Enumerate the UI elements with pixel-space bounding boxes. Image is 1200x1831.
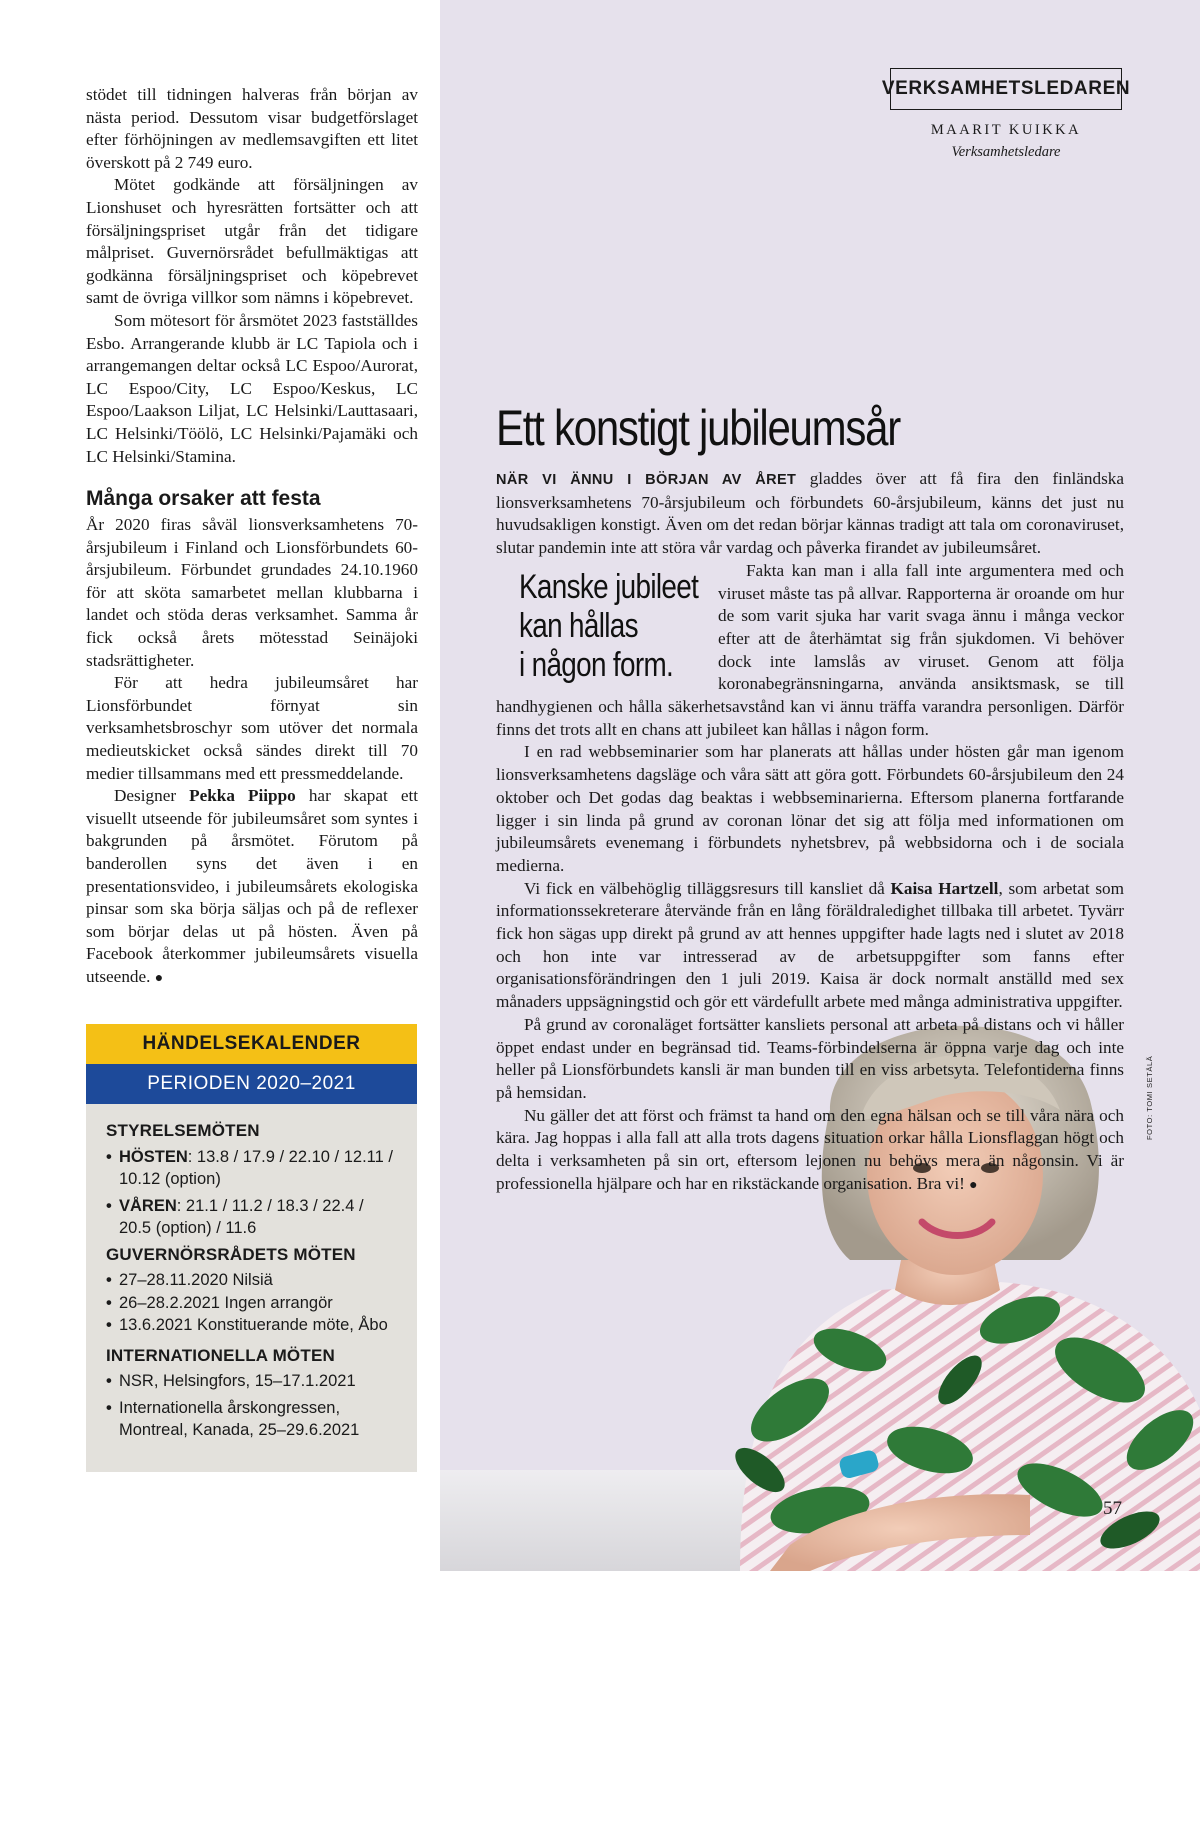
left-paragraph-6	[86, 785, 418, 990]
bullet: •	[106, 1398, 112, 1417]
event-calendar-box	[86, 1024, 417, 1472]
designer-name: Pekka Piippo	[189, 786, 296, 806]
designer-text: har skapat ett visuellt utseende för jubileumsåret som syntes i bakgrunden på årsmötet. Förutom på banderollen syns det även i en presentationsvideo, i jubileumsårets ekologiska pinsar som ska börja säljas och på de reflexer som börjar delas ut på hösten. Även på Facebook återkommer jubileumsårets visuella utseende.	[86, 786, 418, 986]
bullet: •	[106, 1293, 112, 1312]
calendar-title: HÄNDELSEKALENDER	[86, 1024, 417, 1064]
author-role: Verksamhetsledare	[951, 144, 1061, 160]
council-item: • 26–28.2.2021 Ingen arrangör	[106, 1292, 399, 1315]
article-paragraph-4: Vi fick en välbehöglig tilläggsresurs till kansliet då Kaisa Hartzell, som arbetat som informationssekreterare återvände från en lång föräldraledighet tillbaka till arbetet. Tyvärr fick hon sägas upp direkt på grund av att hennes uppgifter hade lagts ned i slutet av 2018 och hon inte var intresserad av de arbetsuppgifter som fanns efter organisationsförändringen den 1 juli 2019. Kaisa är dock normalt anställd med sex månaders uppsägningstid och gör ett värdefullt arbete med många administrativa uppgifter.	[496, 878, 1124, 1012]
left-paragraph-4: År 2020 firas såväl lionsverksamhetens 70-årsjubileum i Finland och Lionsförbundets 60-årsjubileum. Förbundet grundades 24.10.1960 för att sköta samarbetet mellan klubbarna i landet och stöda deras verksamhet. Samma år fick också årets mötesstad Seinäjoki stadsrättigheter.	[86, 515, 418, 670]
board-spring-item	[106, 1195, 399, 1240]
article-paragraph-6: Nu gäller det att först och främst ta hand om den egna hälsan och se till våra nära och kära. Jag hoppas i alla fall att alla trots dagens situation orkar hålla Lionsflaggan högt och delta i verksamheten på sin ort, eftersom lejonen nu behövs mera än någonsin. Vi är professionella hjälpare och har en rikstäckande organisation. Bra vi! ●	[496, 1105, 1124, 1193]
left-paragraph-2: Mötet godkände att försäljningen av Lionshuset och hyresrätten fortsätter och att försäljningspriset utgår från det tidigare målpriset. Guvernörsrådet befullmäktigas att godkänna försäljningspriset och köpebrevet samt de övriga villkor som nämns i köpebrevet.	[86, 175, 418, 308]
paragraph-1-text: gladdes över att få fira den finländska lionsverksamhetens 70-årsjubileum och förbundets 60-årsjubileum, känns det just nu huvudsakligen konstigt. Även om det redan börjar kännas tradigt att tala om coronaviruset, slutar pandemin inte att störa vår vardag och påverka firandet av jubileumsåret.	[496, 469, 1124, 558]
end-mark-left: ●	[154, 970, 164, 986]
article-headline: Ett konstigt jubileumsår	[496, 400, 900, 456]
council-item: • 13.6.2021 Konstituerande möte, Åbo	[106, 1314, 399, 1337]
left-paragraph-3: Som mötesort för årsmötet 2023 fastställdes Esbo. Arrangerande klubb är LC Tapiola och i arrangemangen deltar också LC Espoo/Aurorat, LC Espoo/City, LC Espoo/Keskus, LC Espoo/Laakson Liljat, LC Helsinki/Lauttasaari, LC Helsinki/Töölö, LC Helsinki/Pajamäki och LC Helsinki/Stamina.	[86, 310, 418, 466]
pull-quote-line: kan hållas	[518, 606, 638, 645]
left-paragraph-1: stödet till tidningen halveras från början av nästa period. Dessutom visar budgetförslaget efter förhöjningen av medlemsavgiften ett litet överskott på 2 749 euro.	[86, 85, 418, 172]
spring-dates: : 21.1 / 11.2 / 18.3 / 22.4 / 20.5 (option) / 11.6	[119, 1196, 364, 1237]
board-meetings-title: STYRELSEMÖTEN	[106, 1121, 260, 1140]
spring-label: VÅREN	[119, 1196, 177, 1215]
bullet: •	[106, 1271, 112, 1289]
calendar-body	[86, 1104, 417, 1442]
international-meetings-title: INTERNATIONELLA MÖTEN	[106, 1345, 335, 1365]
council-meetings-title: GUVERNÖRSRÅDETS MÖTEN	[106, 1244, 356, 1264]
autumn-dates: : 13.8 / 17.9 / 22.10 / 12.11 / 10.12 (option)	[119, 1147, 393, 1188]
autumn-label: HÖSTEN	[119, 1147, 188, 1166]
article-paragraph-3: I en rad webbseminarier som har planerats att hållas under hösten går man igenom lionsverksamhetens dagsläge och våra sätt att göra gott. Förbundets 60-årsjubileum den 24 oktober och Det godas dag beaktas i webbseminarierna. Eftersom planerna fortfarande ligger i sin linda på grund av coronan lönar det sig att följa med informationen om jubileumsårets evenemang i förbundets nyhetsbrev, på webbsidorna och i de sociala medierna.	[496, 742, 1124, 875]
bullet: •	[106, 1372, 112, 1390]
pull-quote-line: Kanske jubileet	[518, 567, 699, 606]
section-tag: VERKSAMHETSLEDAREN	[890, 68, 1122, 110]
international-item: • NSR, Helsingfors, 15–17.1.2021	[106, 1370, 399, 1393]
left-column	[86, 84, 418, 991]
board-autumn-item	[106, 1146, 399, 1191]
international-item: • Internationella årskongressen, Montreal, Kanada, 25–29.6.2021	[106, 1397, 399, 1442]
calendar-period: PERIODEN 2020–2021	[86, 1064, 417, 1104]
designer-intro: Designer	[114, 786, 190, 806]
lead-in: NÄR VI ÄNNU I BÖRJAN AV ÅRET	[496, 472, 797, 488]
bullet: •	[106, 1316, 112, 1334]
left-subheading: Många orsaker att festa	[86, 487, 321, 511]
end-mark-right: ●	[969, 1177, 978, 1193]
kaisa-name: Kaisa Hartzell	[890, 878, 999, 898]
left-paragraph-5: För att hedra jubileumsåret har Lionsförbundet förnyat sin verksamhetsbroschyr som utöver det normala medieutskicket också sändes direkt till 70 medier tillsammans med ett pressmeddelande.	[86, 673, 418, 783]
photo-credit: FOTO: TOMI SETÄLÄ	[1145, 1055, 1154, 1140]
pull-quote-line: i någon form.	[518, 645, 674, 684]
council-item: • 27–28.11.2020 Nilsiä	[106, 1269, 399, 1292]
article-paragraph-5: På grund av coronaläget fortsätter kansliets personal att arbeta på distans och vi håller öppet endast under en begränsad tid. Teams-förbindelserna är öppna varje dag och inte heller på Lionsförbundets kansli är man bunden till en viss arbetsyta. Telefontiderna finns på hemsidan.	[496, 1014, 1124, 1102]
pull-quote	[496, 568, 706, 688]
author-name: MAARIT KUIKKA	[930, 122, 1082, 138]
paragraph-2-text: Fakta kan man i alla fall inte argumentera med och viruset måste tas på allvar. Rapporterna är oroande om hur de som varit sjuka har varit svaga ännu i många veckor efter att de återhämtat sig från sjukdomen. Vi behöver dock inte lamslås av viruset. Genom att följa koronabegränsningarna, använda ansiktsmask, se till handhygienen och hålla säkerhetsavstånd kan vi ännu träffa varandra personligen. Därför finns det trots allt en chans att jubileet kan hållas i någon form.	[496, 560, 1124, 739]
article-paragraph-2	[496, 560, 1124, 742]
text-wrap-area	[496, 878, 1124, 1198]
page-number: 57	[1103, 1498, 1122, 1519]
bullet: •	[106, 1147, 112, 1166]
article-paragraph-1	[496, 468, 1124, 560]
article-body	[496, 468, 1124, 1831]
bullet: •	[106, 1196, 112, 1215]
